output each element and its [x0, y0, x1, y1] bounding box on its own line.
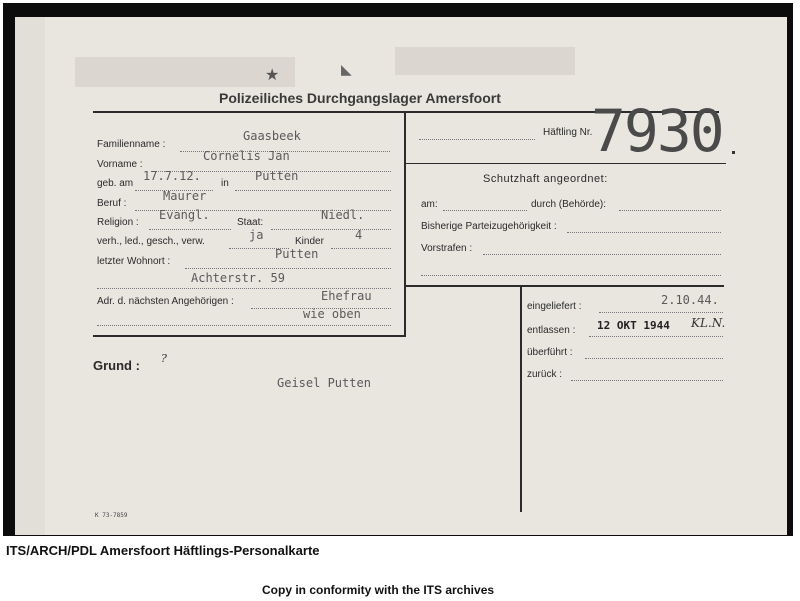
geb-label: geb. am: [97, 178, 134, 189]
star-mark-icon: ★: [265, 67, 280, 84]
paper-stain: [395, 47, 575, 75]
kinder-label: Kinder: [295, 236, 324, 247]
entlassen-note: KL.N.: [691, 316, 726, 330]
geb-datum-value: 17.7.12.: [143, 169, 201, 183]
beruf-value: Maurer: [163, 189, 207, 203]
religion-label: Religion :: [97, 217, 139, 228]
grund-mark: ?: [161, 352, 167, 365]
vorname-label: Vorname :: [97, 159, 143, 170]
schutzhaft-label: Schutzhaft angeordnet:: [483, 173, 608, 185]
in-label: in: [221, 178, 229, 189]
verh-label: verh., led., gesch., verw.: [97, 236, 205, 247]
wohnort-value-1: Putten: [275, 247, 319, 261]
right-block-bottom-rule: [406, 285, 724, 287]
verh-value: ja: [249, 228, 264, 242]
eingeliefert-label: eingeliefert :: [527, 301, 582, 312]
wohnort-line-1: [185, 268, 391, 269]
durch-label: durch (Behörde):: [531, 199, 607, 210]
pin-mark-icon: ◣: [341, 61, 352, 77]
zurueck-line: [571, 380, 723, 381]
entlassen-label: entlassen :: [527, 325, 576, 336]
vorstrafen-label: Vorstrafen :: [421, 243, 473, 254]
adr-value-2: wie oben: [303, 307, 361, 321]
left-block-divider: [404, 113, 406, 335]
zurueck-label: zurück :: [527, 369, 563, 380]
kinder-value: 4: [355, 228, 363, 242]
entlassen-line: [589, 336, 723, 337]
card-title: Polizeiliches Durchgangslager Amersfoort: [219, 90, 501, 106]
vorstrafen-line-1: [483, 254, 721, 255]
familienname-value: Gaasbeek: [243, 129, 301, 143]
partei-label: Bisherige Parteizugehörigkeit :: [421, 221, 557, 232]
haeftling-label: Häftling Nr.: [543, 127, 593, 138]
adr-label: Adr. d. nächsten Angehörigen :: [97, 296, 234, 307]
left-block-bottom-rule: [93, 335, 406, 337]
paper-edge-shadow: [15, 17, 45, 535]
staat-label: Staat:: [237, 217, 264, 228]
geb-ort-value: Putten: [255, 169, 299, 183]
kinder-line: [331, 248, 391, 249]
durch-line: [619, 210, 721, 211]
archive-caption: ITS/ARCH/PDL Amersfoort Häftlings-Personalkarte: [6, 543, 320, 558]
entlassen-stamp: 12 OKT 1944: [597, 319, 670, 332]
familienname-label: Familienname :: [97, 139, 166, 150]
date-block-divider: [520, 287, 522, 512]
geb-ort-line: [235, 190, 391, 191]
religion-line: [149, 229, 231, 230]
ueberfuehrt-line: [585, 358, 723, 359]
am-label: am:: [421, 199, 438, 210]
paper-stain: [75, 57, 295, 87]
ueberfuehrt-label: überführt :: [527, 347, 573, 358]
haeftling-line: [419, 139, 535, 140]
vorstrafen-line-2: [421, 275, 721, 276]
scan-frame: [3, 3, 793, 536]
staat-line: [271, 229, 391, 230]
eingeliefert-line: [599, 312, 723, 313]
conformity-caption: Copy in conformity with the ITS archives: [262, 583, 495, 597]
form-code: K 73-7859: [95, 512, 128, 519]
staat-value: Niedl.: [321, 208, 365, 222]
eingeliefert-value: 2.10.44.: [661, 293, 719, 307]
wohnort-label: letzter Wohnort :: [97, 256, 171, 267]
adr-line-2: [97, 325, 391, 326]
vorname-value: Cornelis Jan: [203, 149, 290, 163]
beruf-label: Beruf :: [97, 198, 127, 209]
grund-value: Geisel Putten: [277, 376, 371, 390]
partei-line: [567, 232, 721, 233]
religion-value: Evangl.: [159, 208, 210, 222]
wohnort-value-2: Achterstr. 59: [191, 271, 285, 285]
edge-mark: [732, 151, 735, 154]
grund-label: Grund :: [93, 358, 140, 373]
haeftling-number: 7930: [591, 97, 723, 165]
personal-card: [15, 17, 787, 535]
adr-value-1: Ehefrau: [321, 289, 372, 303]
am-line: [443, 210, 527, 211]
